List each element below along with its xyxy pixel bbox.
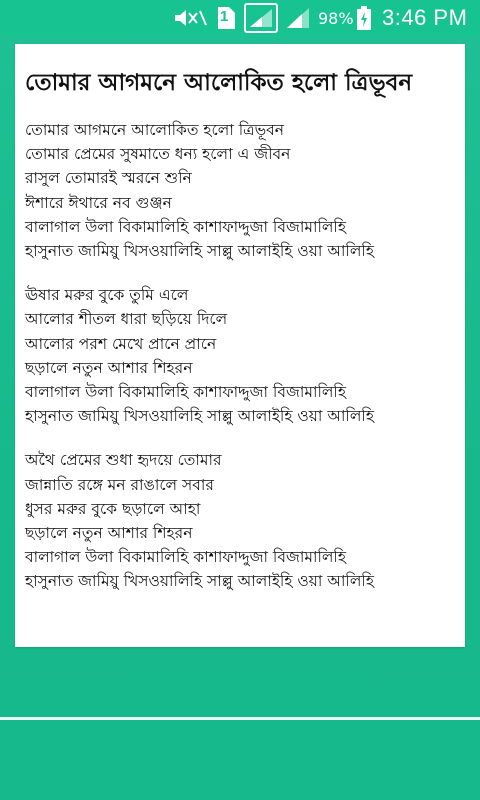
song-title: তোমার আগমনে আলোকিত হলো ত্রিভূবন xyxy=(25,70,413,96)
lyric-line: আলোর পরশ মেখে প্রানে প্রানে xyxy=(25,334,217,353)
mute-icon xyxy=(172,6,208,30)
bottom-divider xyxy=(0,717,480,720)
lyric-line: হাসুনাত জামিয়ু খিসওয়ালিহি সাল্লু আলাইহি ওয়া আলিহি xyxy=(25,242,374,261)
lyric-line: জান্নাতি রঙ্গে মন রাঙালে সবার xyxy=(25,475,214,494)
lyric-line: হাসুনাত জামিয়ু খিসওয়ালিহি সাল্লু আলাইহি ওয়া আলিহি xyxy=(25,572,374,591)
lyric-line: ঊষার মরুর বুকে তুমি এলে xyxy=(25,286,189,305)
lyric-line: হাসুনাত জামিয়ু খিসওয়ালিহি সাল্লু আলাইহি ওয়া আলিহি xyxy=(25,407,374,426)
lyric-line: বালাগাল উলা বিকামালিহি কাশাফাদ্দুজা বিজামালিহি xyxy=(25,548,347,567)
status-bar xyxy=(0,0,480,36)
stanza-2 xyxy=(25,283,455,428)
battery-percentage: 98% xyxy=(318,9,354,28)
lyrics-card xyxy=(15,44,465,647)
lyric-line: বালাগাল উলা বিকামালিহি কাশাফাদ্দুজা বিজামালিহি xyxy=(25,383,347,402)
lyric-line: বালাগাল উলা বিকামালিহি কাশাফাদ্দুজা বিজামালিহি xyxy=(25,217,347,236)
signal-icon xyxy=(284,6,312,30)
lyric-line: তোমার প্রেমের সুষমাতে ধন্য হলো এ জীবন xyxy=(25,145,291,164)
lyric-line: অথৈ প্রেমের শুধা হৃদয়ে তোমার xyxy=(25,451,222,470)
lyric-line: ধুসর মরুর বুকে ছড়ালে আহা xyxy=(25,499,201,518)
lyric-line: ছড়ালে নতুন আশার শিহরন xyxy=(25,358,193,377)
lyric-line: ছড়ালে নতুন আশার শিহরন xyxy=(25,524,193,543)
lyric-line: আলোর শীতল ধারা ছড়িয়ে দিলে xyxy=(25,310,228,329)
clock: 3:46 PM xyxy=(382,5,468,30)
lyric-line: রাসুল তোমারই স্মরনে শুনি xyxy=(25,169,192,188)
lyric-line: ঈশারে ঈথারে নব গুঞ্জন xyxy=(25,193,172,212)
battery-charging-icon xyxy=(356,6,372,30)
stanza-1 xyxy=(25,118,455,263)
sim-label: 1 xyxy=(220,8,229,25)
signal-icon xyxy=(244,3,278,33)
lyric-line: তোমার আগমনে আলোকিত হলো ত্রিভূবন xyxy=(25,121,285,139)
sim-1-icon xyxy=(215,6,237,30)
stanza-3 xyxy=(25,448,455,593)
